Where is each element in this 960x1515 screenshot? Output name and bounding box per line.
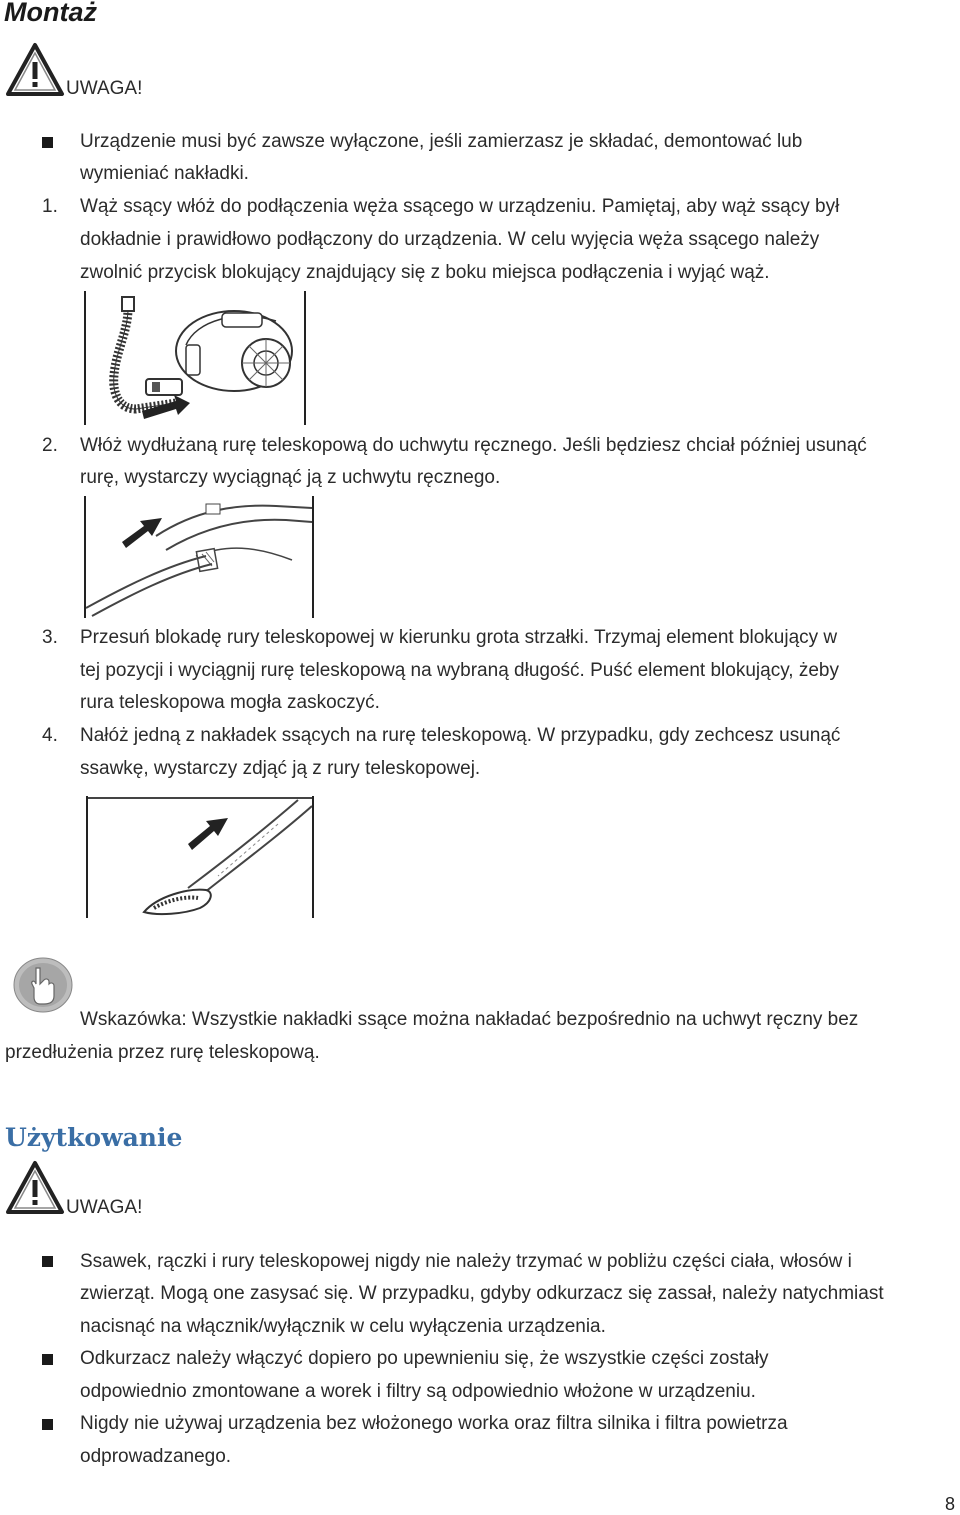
pointing-hand-icon (12, 956, 74, 1014)
warning-label: UWAGA! (66, 1197, 143, 1218)
step-number: 2. (42, 435, 58, 456)
section-title-uzytkowanie: Użytkowanie (5, 1123, 183, 1152)
warning-text-line: Urządzenie musi być zawsze wyłączone, jeśli zamierzasz je składać, demontować lub (80, 131, 803, 152)
usage-text-line: nacisnąć na włącznik/wyłącznik w celu wyłączenia urządzenia. (80, 1316, 606, 1337)
bullet-marker (42, 1256, 53, 1267)
telescopic-tube-illustration (84, 496, 314, 618)
step-number: 4. (42, 725, 58, 746)
step-text-line: Przesuń blokadę rury teleskopowej w kierunku grota strzałki. Trzymaj element blokujący w (80, 627, 838, 648)
usage-text-line: Odkurzacz należy włączyć dopiero po upewnieniu się, że wszystkie części zostały (80, 1348, 769, 1369)
warning-triangle-icon (5, 42, 65, 98)
step-text-line: zwolnić przycisk blokujący znajdujący się z boku miejsca podłączenia i wyjąć wąż. (80, 262, 770, 283)
usage-text-line: odprowadzanego. (80, 1446, 232, 1467)
step-text-line: Nałóż jedną z nakładek ssących na rurę teleskopową. W przypadku, gdy zechcesz usunąć (80, 725, 841, 746)
tip-text-line: przedłużenia przez rurę teleskopową. (5, 1042, 320, 1063)
nozzle-illustration (86, 796, 314, 918)
step-text-line: rura teleskopowa mogła zaskoczyć. (80, 692, 380, 713)
step-text-line: ssawkę, wystarczy zdjąć ją z rury teleskopowej. (80, 758, 481, 779)
warning-text-line: wymieniać nakładki. (80, 163, 249, 184)
step-text-line: Włóż wydłużaną rurę teleskopową do uchwytu ręcznego. Jeśli będziesz chciał później usunąć (80, 435, 867, 456)
usage-text-line: odpowiednio zmontowane a worek i filtry są odpowiednio włożone w urządzeniu. (80, 1381, 756, 1402)
step-number: 3. (42, 627, 58, 648)
step-number: 1. (42, 196, 58, 217)
bullet-marker (42, 1419, 53, 1430)
bullet-marker (42, 1354, 53, 1365)
step-text-line: rurę, wystarczy wyciągnąć ją z uchwytu ręcznego. (80, 467, 501, 488)
warning-triangle-icon (5, 1160, 65, 1216)
usage-text-line: Nigdy nie używaj urządzenia bez włożonego worka oraz filtra silnika i filtra powietrza (80, 1413, 788, 1434)
bullet-marker (42, 137, 53, 148)
step-text-line: tej pozycji i wyciągnij rurę teleskopową na wybraną długość. Puść element blokujący, żeby (80, 660, 839, 681)
tip-text-line: Wskazówka: Wszystkie nakładki ssące można nakładać bezpośrednio na uchwyt ręczny bez (80, 1009, 859, 1030)
step-text-line: Wąż ssący włóż do podłączenia węża ssącego w urządzeniu. Pamiętaj, aby wąż ssący był (80, 196, 840, 217)
page-number: 8 (945, 1494, 956, 1514)
section-title-montaz: Montaż (4, 0, 97, 27)
vacuum-hose-illustration (84, 291, 306, 425)
step-text-line: dokładnie i prawidłowo podłączony do urządzenia. W celu wyjęcia węża ssącego należy (80, 229, 820, 250)
usage-text-line: Ssawek, rączki i rury teleskopowej nigdy nie należy trzymać w pobliżu części ciała, włosów i (80, 1251, 852, 1272)
usage-text-line: zwierząt. Mogą one zasysać się. W przypadku, gdyby odkurzacz się zassał, należy natychmiast (80, 1283, 884, 1304)
warning-label: UWAGA! (66, 78, 143, 99)
